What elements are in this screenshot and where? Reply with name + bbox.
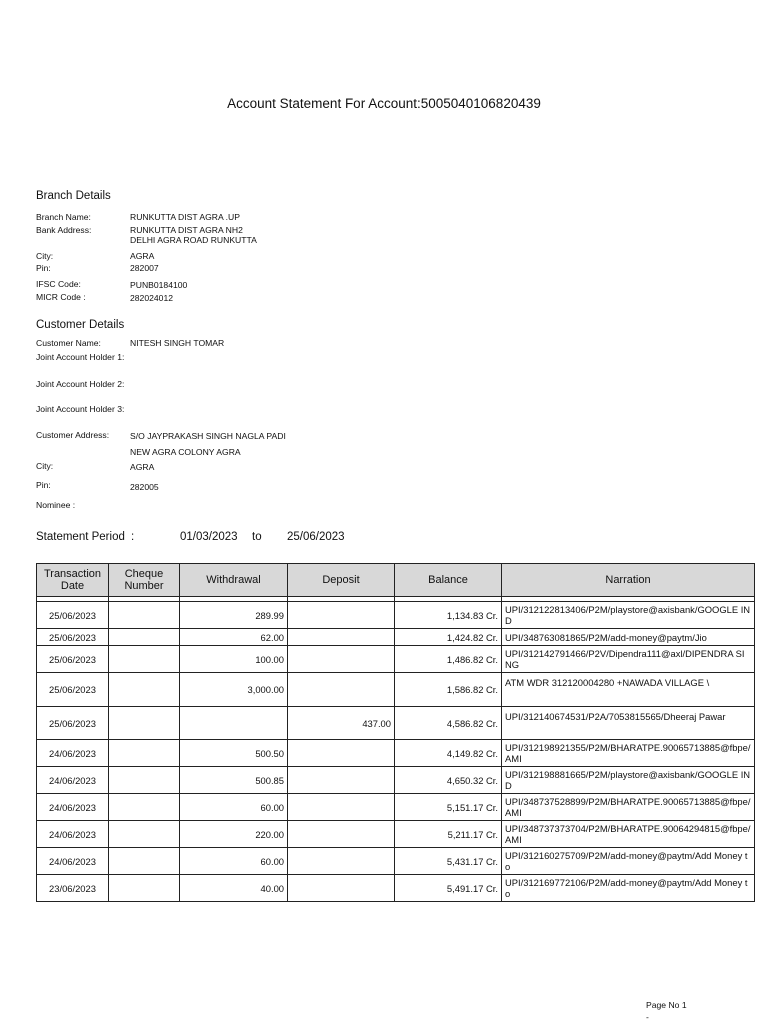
cell-date: 24/06/2023 [37, 767, 109, 794]
statement-period-label: Statement Period [36, 531, 125, 543]
cell-deposit: 437.00 [288, 707, 395, 740]
cell-withdrawal: 60.00 [180, 848, 288, 875]
table-row [37, 821, 755, 848]
table-row [37, 646, 755, 673]
branch-pin-label: Pin: [36, 263, 51, 273]
cell-date: 24/06/2023 [37, 794, 109, 821]
col-header-deposit: Deposit [288, 564, 395, 597]
branch-city-label: City: [36, 251, 54, 261]
cell-withdrawal: 3,000.00 [180, 673, 288, 707]
cell-balance: 4,149.82 Cr. [395, 740, 502, 767]
col-header-transaction-date: Transaction Date [37, 564, 109, 597]
cell-deposit [288, 629, 395, 646]
joint-holder-2-label: Joint Account Holder 2: [36, 379, 125, 389]
cell-deposit [288, 794, 395, 821]
cell-balance: 1,134.83 Cr. [395, 602, 502, 629]
cell-cheque [109, 629, 180, 646]
page-number: Page No 1 [646, 1000, 687, 1010]
cell-cheque [109, 794, 180, 821]
nominee-label: Nominee : [36, 500, 76, 510]
joint-holder-1-label: Joint Account Holder 1: [36, 352, 125, 362]
cell-withdrawal: 500.85 [180, 767, 288, 794]
table-row [37, 848, 755, 875]
branch-city-value: AGRA [130, 251, 155, 261]
joint-holder-3-label: Joint Account Holder 3: [36, 404, 125, 414]
ifsc-label: IFSC Code: [36, 279, 81, 289]
cell-deposit [288, 740, 395, 767]
cell-cheque [109, 646, 180, 673]
customer-city-value: AGRA [130, 462, 155, 472]
statement-period-to-word: to [252, 531, 262, 543]
micr-label: MICR Code : [36, 292, 86, 302]
cell-cheque [109, 848, 180, 875]
cell-narration: UPI/312198921355/P2M/BHARATPE.90065713885@fbpe/AMI [502, 740, 755, 767]
customer-pin-value: 282005 [130, 482, 159, 492]
cell-balance: 4,586.82 Cr. [395, 707, 502, 740]
col-header-withdrawal: Withdrawal [180, 564, 288, 597]
branch-name-value: RUNKUTTA DIST AGRA .UP [130, 212, 240, 222]
transactions-table [36, 563, 755, 902]
cell-date: 24/06/2023 [37, 821, 109, 848]
cell-balance: 1,424.82 Cr. [395, 629, 502, 646]
table-row [37, 629, 755, 646]
table-row [37, 602, 755, 629]
branch-details-heading: Branch Details [36, 190, 111, 202]
cell-narration: UPI/312169772106/P2M/add-money@paytm/Add Money to [502, 875, 755, 902]
cell-withdrawal [180, 707, 288, 740]
customer-address-line2: NEW AGRA COLONY AGRA [130, 447, 241, 457]
cell-balance: 1,586.82 Cr. [395, 673, 502, 707]
customer-pin-label: Pin: [36, 480, 51, 490]
cell-date: 24/06/2023 [37, 740, 109, 767]
ifsc-value: PUNB0184100 [130, 280, 188, 290]
cell-balance: 4,650.32 Cr. [395, 767, 502, 794]
statement-period-colon: : [131, 531, 135, 543]
cell-cheque [109, 875, 180, 902]
cell-withdrawal: 500.50 [180, 740, 288, 767]
cell-deposit [288, 646, 395, 673]
cell-cheque [109, 602, 180, 629]
col-header-balance: Balance [395, 564, 502, 597]
cell-date: 25/06/2023 [37, 602, 109, 629]
cell-withdrawal: 60.00 [180, 794, 288, 821]
micr-value: 282024012 [130, 293, 174, 303]
bank-address-line1: RUNKUTTA DIST AGRA NH2 [130, 225, 243, 235]
cell-withdrawal: 289.99 [180, 602, 288, 629]
cell-withdrawal: 100.00 [180, 646, 288, 673]
cell-date: 23/06/2023 [37, 875, 109, 902]
cell-cheque [109, 673, 180, 707]
cell-deposit [288, 848, 395, 875]
cell-date: 24/06/2023 [37, 848, 109, 875]
table-row [37, 707, 755, 740]
cell-deposit [288, 821, 395, 848]
table-row [37, 794, 755, 821]
table-row [37, 875, 755, 902]
cell-balance: 5,431.17 Cr. [395, 848, 502, 875]
cell-narration: UPI/312160275709/P2M/add-money@paytm/Add Money to [502, 848, 755, 875]
cell-narration: UPI/348763081865/P2M/add-money@paytm/Jio [502, 629, 755, 646]
branch-pin-value: 282007 [130, 263, 159, 273]
cell-deposit [288, 767, 395, 794]
cell-narration: ATM WDR 312120004280 +NAWADA VILLAGE \ [502, 673, 755, 707]
col-header-cheque-number: Cheque Number [109, 564, 180, 597]
bank-address-label: Bank Address: [36, 225, 92, 235]
cell-date: 25/06/2023 [37, 673, 109, 707]
cell-narration: UPI/348737528899/P2M/BHARATPE.90065713885@fbpe/AMI [502, 794, 755, 821]
cell-withdrawal: 220.00 [180, 821, 288, 848]
cell-narration: UPI/312198881665/P2M/playstore@axisbank/GOOGLE IND [502, 767, 755, 794]
table-row [37, 673, 755, 707]
cell-narration: UPI/312142791466/P2V/Dipendra111@axl/DIPENDRA SING [502, 646, 755, 673]
customer-address-label: Customer Address: [36, 430, 110, 440]
table-row [37, 767, 755, 794]
cell-cheque [109, 767, 180, 794]
cell-balance: 5,491.17 Cr. [395, 875, 502, 902]
branch-name-label: Branch Name: [36, 212, 91, 222]
cell-date: 25/06/2023 [37, 646, 109, 673]
bank-address-line2: DELHI AGRA ROAD RUNKUTTA [130, 235, 257, 245]
cell-narration: UPI/312140674531/P2A/7053815565/Dheeraj Pawar [502, 707, 755, 740]
col-header-narration: Narration [502, 564, 755, 597]
customer-name-value: NITESH SINGH TOMAR [130, 338, 225, 348]
page-title: Account Statement For Account:5005040106820439 [227, 96, 541, 111]
cell-cheque [109, 821, 180, 848]
cell-cheque [109, 707, 180, 740]
cell-deposit [288, 673, 395, 707]
cell-balance: 5,211.17 Cr. [395, 821, 502, 848]
statement-period-to: 25/06/2023 [287, 531, 345, 543]
customer-city-label: City: [36, 461, 54, 471]
customer-name-label: Customer Name: [36, 338, 101, 348]
cell-withdrawal: 40.00 [180, 875, 288, 902]
table-row [37, 740, 755, 767]
cell-deposit [288, 875, 395, 902]
cell-withdrawal: 62.00 [180, 629, 288, 646]
cell-narration: UPI/312122813406/P2M/playstore@axisbank/GOOGLE IND [502, 602, 755, 629]
customer-details-heading: Customer Details [36, 319, 125, 331]
cell-date: 25/06/2023 [37, 629, 109, 646]
table-header-row [37, 564, 755, 597]
cell-date: 25/06/2023 [37, 707, 109, 740]
page-footer-dash: - [646, 1012, 649, 1022]
cell-deposit [288, 602, 395, 629]
cell-narration: UPI/348737373704/P2M/BHARATPE.90064294815@fbpe/AMI [502, 821, 755, 848]
cell-balance: 5,151.17 Cr. [395, 794, 502, 821]
statement-period-from: 01/03/2023 [180, 531, 238, 543]
customer-address-line1: S/O JAYPRAKASH SINGH NAGLA PADI [130, 431, 286, 441]
cell-cheque [109, 740, 180, 767]
cell-balance: 1,486.82 Cr. [395, 646, 502, 673]
